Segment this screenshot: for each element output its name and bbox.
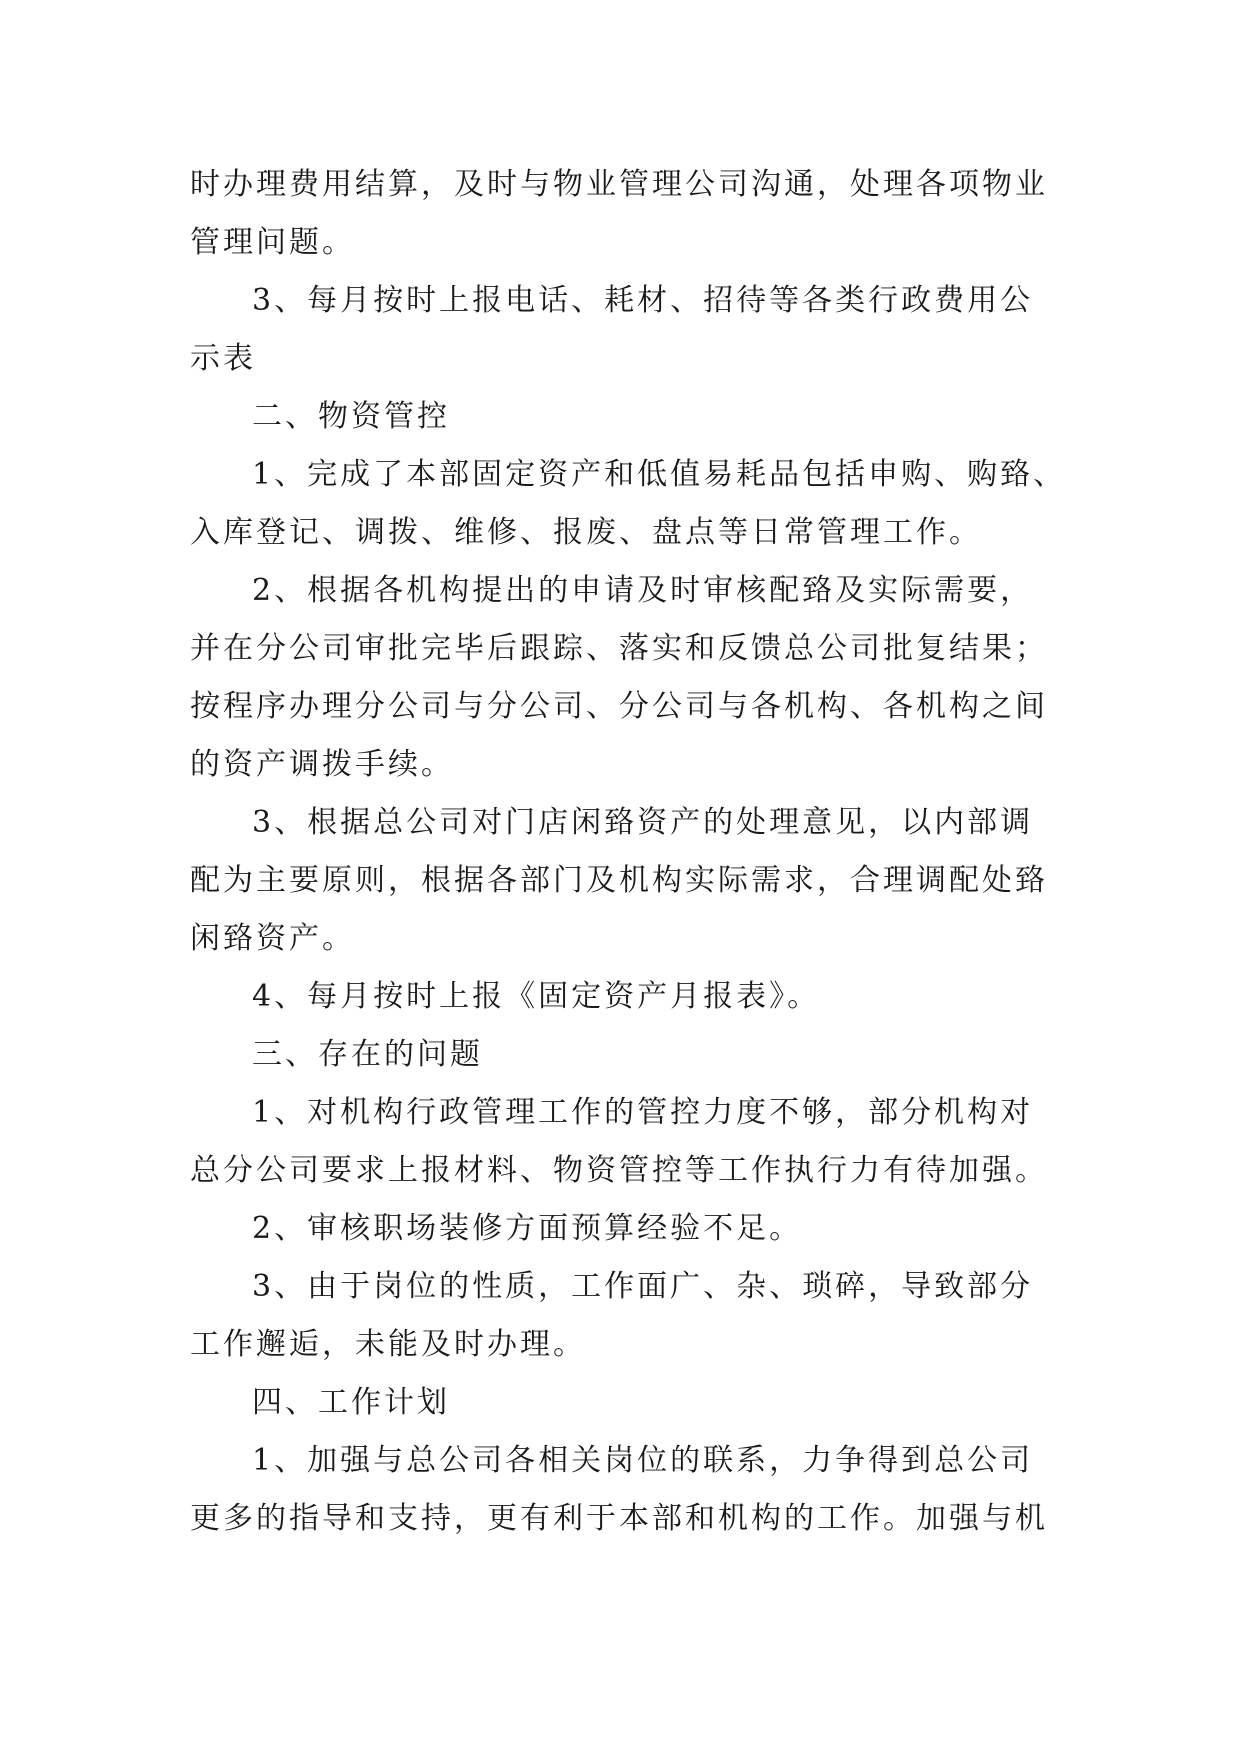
text-line-13: 配为主要原则，根据各部门及机构实际需求，合理调配处臵	[190, 863, 1048, 898]
document-body	[190, 156, 1070, 1548]
text-line-2: 管理问题。	[190, 225, 355, 260]
text-line-14: 闲臵资产。	[190, 921, 355, 956]
text-line-8: 2、根据各机构提出的申请及时审核配臵及实际需要，	[252, 573, 1034, 608]
text-line-11: 的资产调拨手续。	[190, 747, 454, 782]
text-line-10: 按程序办理分公司与分公司、分公司与各机构、各机构之间	[190, 689, 1048, 724]
section-heading-4: 四、工作计划	[252, 1385, 450, 1420]
text-line-9: 并在分公司审批完毕后跟踪、落实和反馈总公司批复结果；	[190, 631, 1048, 666]
text-line-4: 示表	[190, 341, 256, 376]
section-heading-2: 二、物资管控	[252, 399, 450, 434]
text-line-6: 1、完成了本部固定资产和低值易耗品包括申购、购臵、	[252, 457, 1067, 492]
text-line-15: 4、每月按时上报《固定资产月报表》。	[252, 979, 821, 1014]
text-line-21: 工作邂逅，未能及时办理。	[190, 1327, 586, 1362]
text-line-7: 入库登记、调拨、维修、报废、盘点等日常管理工作。	[190, 515, 982, 550]
text-line-1: 时办理费用结算，及时与物业管理公司沟通，处理各项物业	[190, 167, 1048, 202]
text-line-24: 更多的指导和支持，更有利于本部和机构的工作。加强与机	[190, 1501, 1048, 1536]
text-line-23: 1、加强与总公司各相关岗位的联系，力争得到总公司	[252, 1443, 1034, 1478]
section-heading-3: 三、存在的问题	[252, 1037, 483, 1072]
text-line-12: 3、根据总公司对门店闲臵资产的处理意见，以内部调	[252, 805, 1034, 840]
text-line-20: 3、由于岗位的性质，工作面广、杂、琐碎，导致部分	[252, 1269, 1034, 1304]
text-line-18: 总分公司要求上报材料、物资管控等工作执行力有待加强。	[190, 1153, 1048, 1188]
text-line-3: 3、每月按时上报电话、耗材、招待等各类行政费用公	[252, 283, 1034, 318]
text-line-19: 2、审核职场装修方面预算经验不足。	[252, 1211, 803, 1246]
text-line-17: 1、对机构行政管理工作的管控力度不够，部分机构对	[252, 1095, 1034, 1130]
